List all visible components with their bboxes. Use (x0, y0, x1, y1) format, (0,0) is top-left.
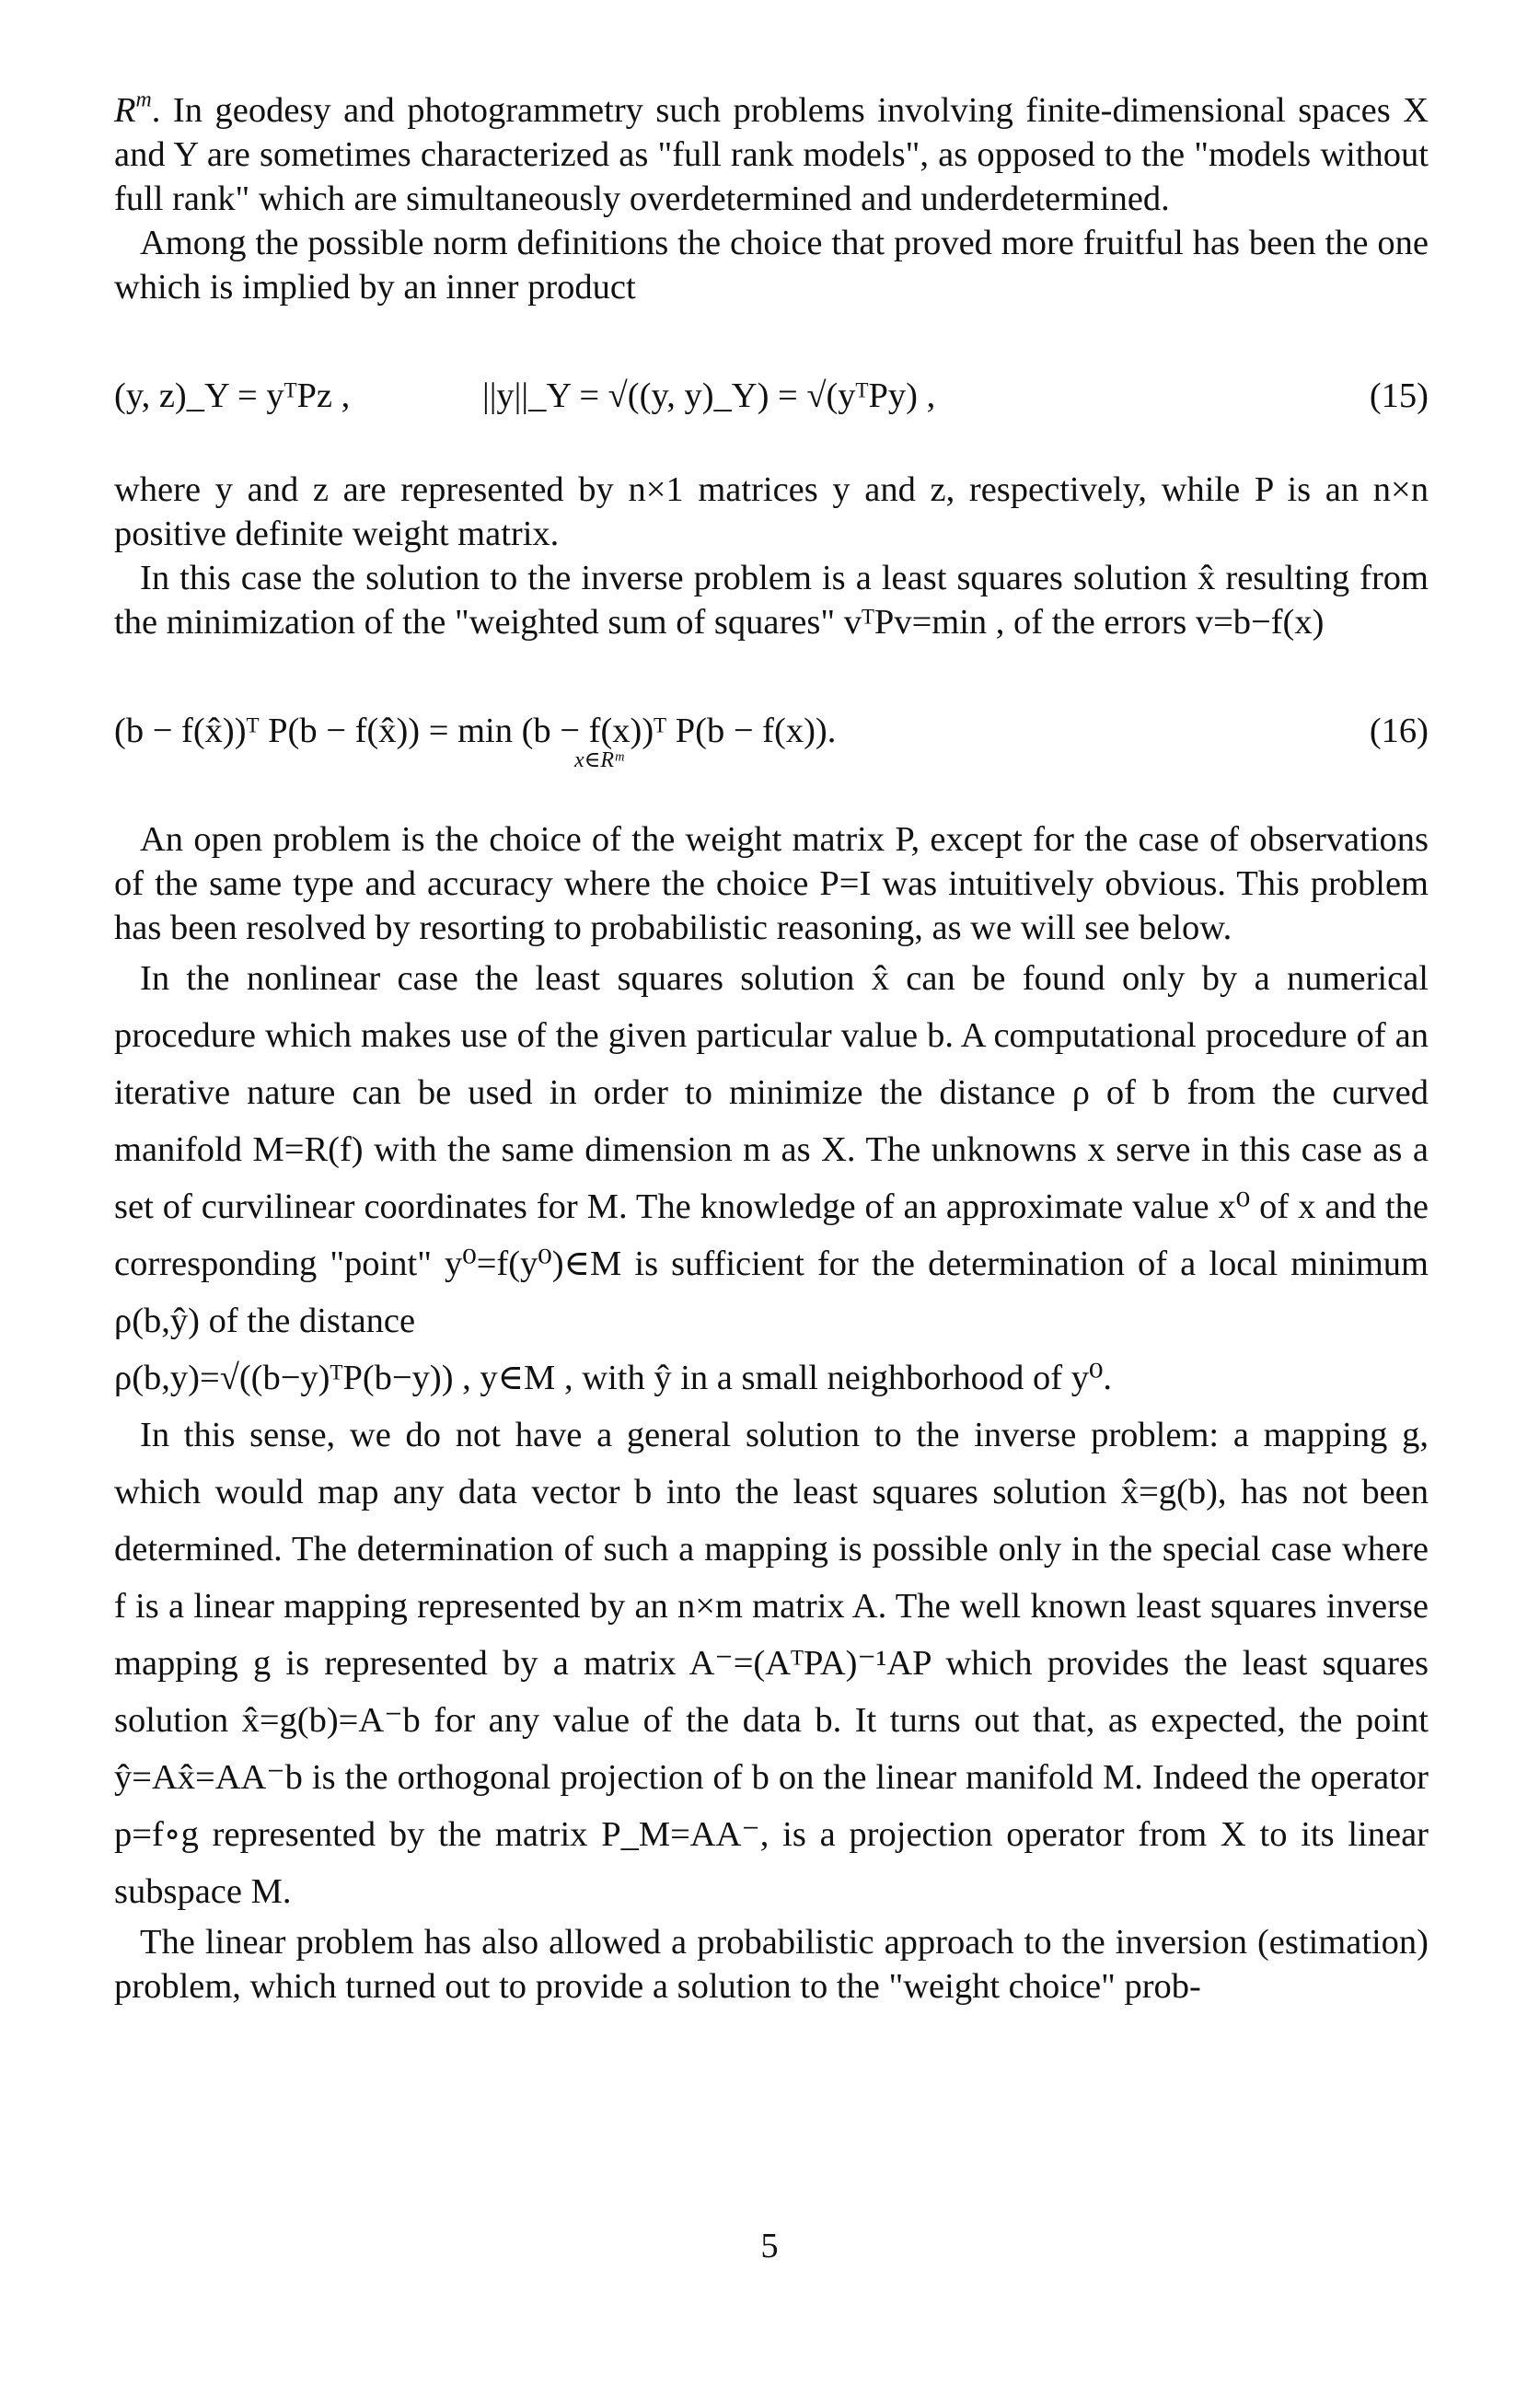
paragraph-6: In the nonlinear case the least squares solution x̂ can be found only by a numerical procedure which makes use of the given particular value b. A computational procedure of an iterative nature can be used in order to minimize the distance ρ of b from the curved manifold M=R(f) with the same dimension m as X. The unknowns x serve in this case as a set of curvilinear coordinates for M. The knowledge of an approximate value x⁰ of x and the corresponding "point" y⁰=f(y⁰)∈M is sufficient for the determination of a local minimum ρ(b,ŷ) of the distance (114, 959, 1429, 1340)
space-symbol: R (114, 91, 136, 130)
equation-15 (114, 374, 1429, 418)
paragraph-3: where y and z are represented by n×1 matrices y and z, respectively, while P is an n×n positive definite weight matrix. (114, 470, 1429, 553)
paragraph-1 (114, 88, 1429, 221)
paragraph-4: In this case the solution to the inverse problem is a least squares solution x̂ resulting from the minimization of the "weighted sum of squares" vᵀPv=min , of the errors v=b−f(x) (114, 559, 1429, 642)
equation-16-body: (b − f(x̂))ᵀ P(b − f(x̂)) = min (b − f(x))ᵀ P(b − f(x)). (114, 712, 837, 750)
page-body (114, 88, 1429, 2009)
paragraph-1-text: . In geodesy and photogrammetry such problems involving finite-dimensional spaces X and Y are sometimes characterized as "full rank models", as opposed to the "models without full rank" which are simultaneously overdetermined and underdetermined. (114, 91, 1429, 218)
paragraph-2: Among the possible norm definitions the choice that proved more fruitful has been the one which is implied by an inner product (114, 224, 1429, 307)
page-number: 5 (760, 2227, 779, 2265)
paragraph-6-continued: ρ(b,y)=√((b−y)ᵀP(b−y)) , y∈M , with ŷ in a small neighborhood of y⁰. (114, 1359, 1113, 1397)
equation-15-number: (15) (1369, 376, 1429, 415)
paragraph-8: The linear problem has also allowed a probabilistic approach to the inversion (estimation) problem, which turned out to provide a solution to the "weight choice" prob- (114, 1923, 1429, 2006)
equation-16-number: (16) (1369, 712, 1429, 750)
equation-16 (114, 709, 1429, 772)
space-superscript: m (135, 87, 152, 112)
paragraph-7: In this sense, we do not have a general solution to the inverse problem: a mapping g, which would map any data vector b into the least squares solution x̂=g(b), has not been determined. The determination of such a mapping is possible only in the special case where f is a linear mapping represented by an n×m matrix A. The well known least squares inverse mapping g is represented by a matrix A⁻=(AᵀPA)⁻¹AP which provides the least squares solution x̂=g(b)=A⁻b for any value of the data b. It turns out that, as expected, the point ŷ=Ax̂=AA⁻b is the orthogonal projection of b on the linear manifold M. Indeed the operator p=f∘g represented by the matrix P_M=AA⁻, is a projection operator from X to its linear subspace M. (114, 1416, 1429, 1911)
paragraph-5: An open problem is the choice of the weight matrix P, except for the case of observations of the same type and accuracy where the choice P=I was intuitively obvious. This problem has been resolved by resorting to probabilistic reasoning, as we will see below. (114, 820, 1429, 947)
equation-16-min-subscript: x∈Rᵐ (574, 748, 624, 772)
equation-15-inner-product: (y, z)_Y = yᵀPz , (114, 376, 351, 415)
equation-15-norm: ||y||_Y = √((y, y)_Y) = √(yᵀPy) , (482, 376, 936, 415)
